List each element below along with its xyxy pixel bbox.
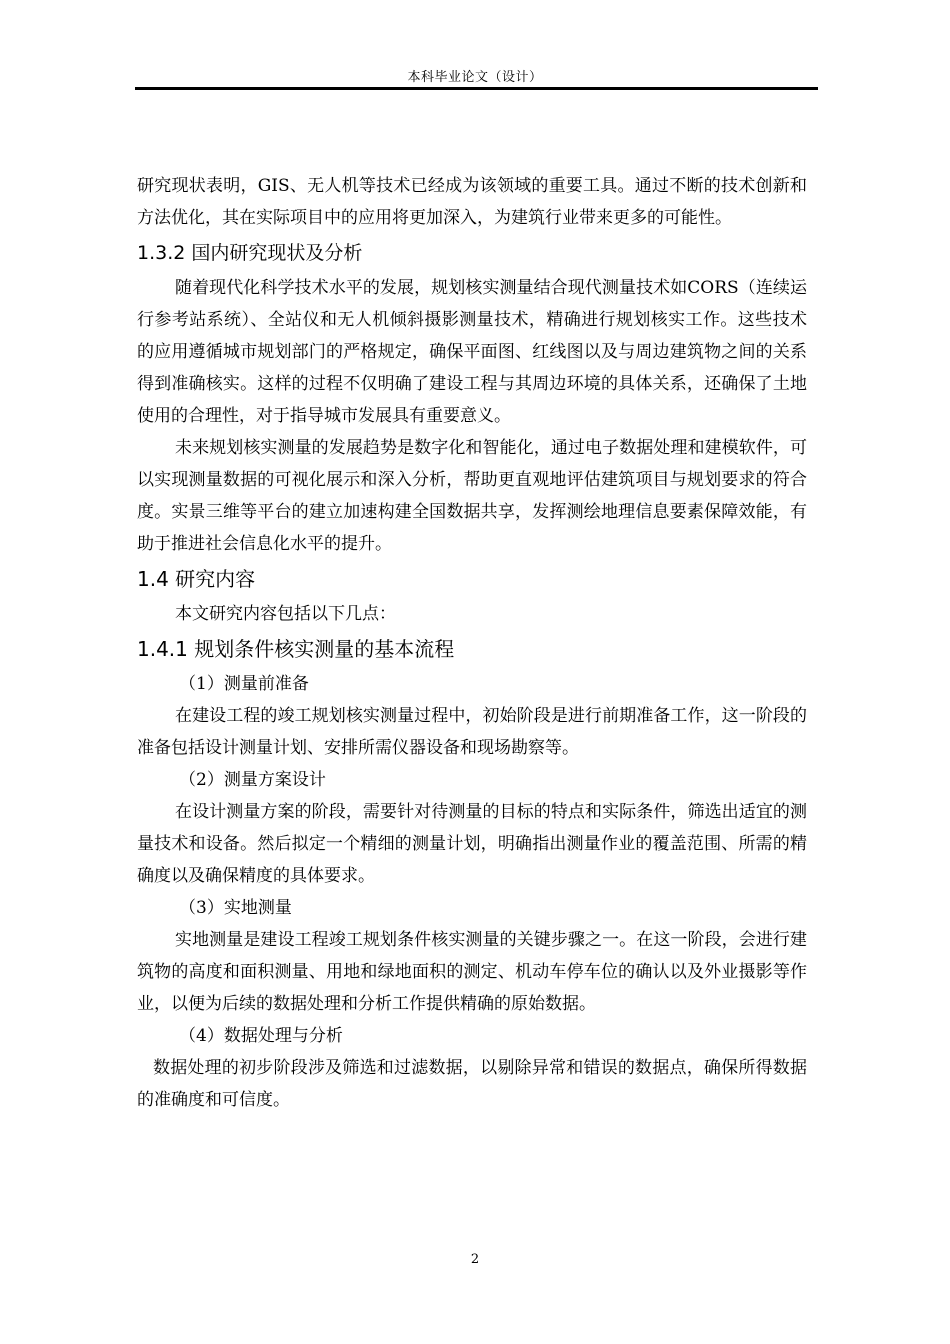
document-body — [137, 170, 807, 1116]
paragraph: 实地测量是建设工程竣工规划条件核实测量的关键步骤之一。在这一阶段，会进行建筑物的高度和面积测量、用地和绿地面积的测定、机动车停车位的确认以及外业摄影等作业，以便为后续的数据处理和分析工作提供精确的原始数据。 — [137, 930, 807, 1014]
paragraph: 未来规划核实测量的发展趋势是数字化和智能化，通过电子数据处理和建模软件，可以实现测量数据的可视化展示和深入分析，帮助更直观地评估建筑项目与规划要求的符合度。实景三维等平台的建立加速构建全国数据共享，发挥测绘地理信息要素保障效能，有助于推进社会信息化水平的提升。 — [137, 438, 807, 554]
paragraph: 数据处理的初步阶段涉及筛选和过滤数据，以剔除异常和错误的数据点，确保所得数据的准确度和可信度。 — [137, 1058, 807, 1110]
paragraph: 研究现状表明，GIS、无人机等技术已经成为该领域的重要工具。通过不断的技术创新和方法优化，其在实际项目中的应用将更加深入，为建筑行业带来更多的可能性。 — [137, 176, 807, 228]
paragraph: 在建设工程的竣工规划核实测量过程中，初始阶段是进行前期准备工作，这一阶段的准备包括设计测量计划、安排所需仪器设备和现场勘察等。 — [137, 706, 807, 758]
subsection-label: （2）测量方案设计 — [179, 770, 326, 790]
subsection-label: （1）测量前准备 — [179, 674, 309, 694]
paragraph: 在设计测量方案的阶段，需要针对待测量的目标的特点和实际条件，筛选出适宜的测量技术和设备。然后拟定一个精细的测量计划，明确指出测量作业的覆盖范围、所需的精确度以及确保精度的具体要求。 — [137, 802, 807, 886]
subsection-label: （4）数据处理与分析 — [179, 1026, 343, 1046]
paragraph: 随着现代化科学技术水平的发展，规划核实测量结合现代测量技术如CORS（连续运行参考站系统）、全站仪和无人机倾斜摄影测量技术，精确进行规划核实工作。这些技术的应用遵循城市规划部门的严格规定，确保平面图、红线图以及与周边建筑物之间的关系得到准确核实。这样的过程不仅明确了建设工程与其周边环境的具体关系，还确保了土地使用的合理性，对于指导城市发展具有重要意义。 — [137, 278, 807, 426]
section-heading-1-3-2: 1.3.2 国内研究现状及分析 — [137, 242, 363, 264]
header-rule — [135, 87, 818, 90]
subsection-label: （3）实地测量 — [179, 898, 292, 918]
section-heading-1-4-1: 1.4.1 规划条件核实测量的基本流程 — [137, 637, 455, 661]
page-header-title: 本科毕业论文（设计） — [407, 70, 543, 85]
section-heading-1-4: 1.4 研究内容 — [137, 567, 256, 591]
paragraph: 本文研究内容包括以下几点： — [175, 604, 396, 624]
page-number: 2 — [470, 1252, 480, 1267]
